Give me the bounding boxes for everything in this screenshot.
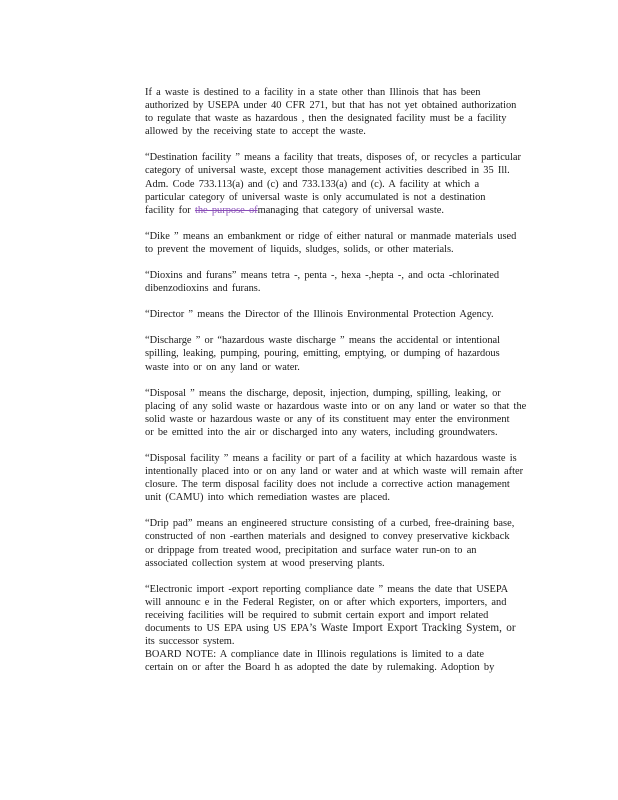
text-line: receiving facilities will be required to submit certain export and import related (145, 609, 489, 621)
line-end: managing that category of universal waste. (257, 204, 444, 216)
definition-director (145, 308, 560, 321)
text-line-with-deletion (145, 204, 560, 217)
text-line: allowed by the receiving state to accept the waste. (145, 126, 366, 138)
text-line: “Dike ” means an embankment or ridge of either natural or manmade materials used (145, 230, 517, 242)
text-line: will announc e in the Federal Register, on or after which exporters, importers, and (145, 596, 507, 608)
text-line: placing of any solid waste or hazardous waste into or on any land or water so that the (145, 400, 527, 412)
document-body (145, 86, 560, 674)
text-line: BOARD NOTE: A compliance date in Illinois regulations is limited to a date (145, 649, 484, 661)
inserted-text: ’s Waste Import Export Tracking System, or (309, 622, 516, 634)
text-line: certain on or after the Board h as adopted the date by rulemaking. Adoption by (145, 662, 495, 674)
definition-destination-facility (145, 151, 560, 216)
text-line: Adm. Code 733.113(a) and (c) and 733.133(a) and (c). A facility at which a (145, 178, 480, 190)
definition-electronic-import-export-reporting-compliance-date (145, 583, 560, 648)
line-start: facility for (145, 204, 195, 216)
text-line: or drippage from treated wood, precipitation and surface water run-on to an (145, 544, 477, 556)
text-line: dibenzodioxins and furans. (145, 283, 261, 295)
text-line: or be emitted into the air or discharged into any waters, including groundwaters. (145, 426, 498, 438)
definition-drip-pad (145, 517, 560, 569)
paragraph-usepa-authorization (145, 86, 560, 138)
text-line-mixed-font (145, 622, 560, 635)
definition-disposal (145, 387, 560, 439)
text-line: closure. The term disposal facility does not include a corrective action management (145, 479, 510, 491)
board-note (145, 648, 560, 674)
text-line: its successor system. (145, 636, 235, 648)
text-line: “Destination facility ” means a facility that treats, disposes of, or recycles a particular (145, 152, 521, 164)
definition-discharge (145, 334, 560, 373)
text-line: particular category of universal waste is only accumulated is not a destination (145, 191, 486, 203)
text-line: spilling, leaking, pumping, pouring, emitting, emptying, or dumping of hazardous (145, 348, 500, 360)
text-line: “Electronic import -export reporting compliance date ” means the date that USEPA (145, 583, 509, 595)
definition-dike (145, 230, 560, 256)
text-line: authorized by USEPA under 40 CFR 271, but that has not yet obtained authorization (145, 100, 517, 112)
definition-dioxins-and-furans (145, 269, 560, 295)
text-line: to prevent the movement of liquids, sludges, solids, or other materials. (145, 243, 454, 255)
text-line: waste into or on any land or water. (145, 361, 300, 373)
text-line: constructed of non -earthen materials and designed to convey preservative kickback (145, 531, 510, 543)
text-line: “Drip pad” means an engineered structure consisting of a curbed, free-draining base, (145, 518, 515, 530)
definition-disposal-facility (145, 452, 560, 504)
text-line: to regulate that waste as hazardous , then the designated facility must be a facility (145, 113, 507, 125)
line-start: documents to US EPA using US EPA (145, 623, 310, 634)
text-line: “Director ” means the Director of the Illinois Environmental Protection Agency. (145, 309, 494, 321)
text-line: unit (CAMU) into which remediation wastes are placed. (145, 492, 390, 504)
text-line: “Dioxins and furans” means tetra -, penta -, hexa -,hepta -, and octa -chlorinated (145, 270, 500, 282)
text-line: If a waste is destined to a facility in a state other than Illinois that has been (145, 87, 481, 98)
deleted-text: the purpose of (194, 204, 258, 216)
text-line: “Disposal facility ” means a facility or part of a facility at which hazardous waste is (145, 452, 517, 464)
text-line: “Discharge ” or “hazardous waste discharge ” means the accidental or intentional (145, 335, 501, 347)
text-line: intentionally placed into or on any land or water and at which waste will remain after (145, 466, 524, 478)
text-line: category of universal waste, except those management activities described in 35 Ill. (145, 165, 510, 177)
text-line: associated collection system at wood preserving plants. (145, 557, 385, 569)
text-line: “Disposal ” means the discharge, deposit, injection, dumping, spilling, leaking, or (145, 387, 501, 399)
text-line: solid waste or hazardous waste or any of its constituent may enter the environment (145, 413, 510, 425)
